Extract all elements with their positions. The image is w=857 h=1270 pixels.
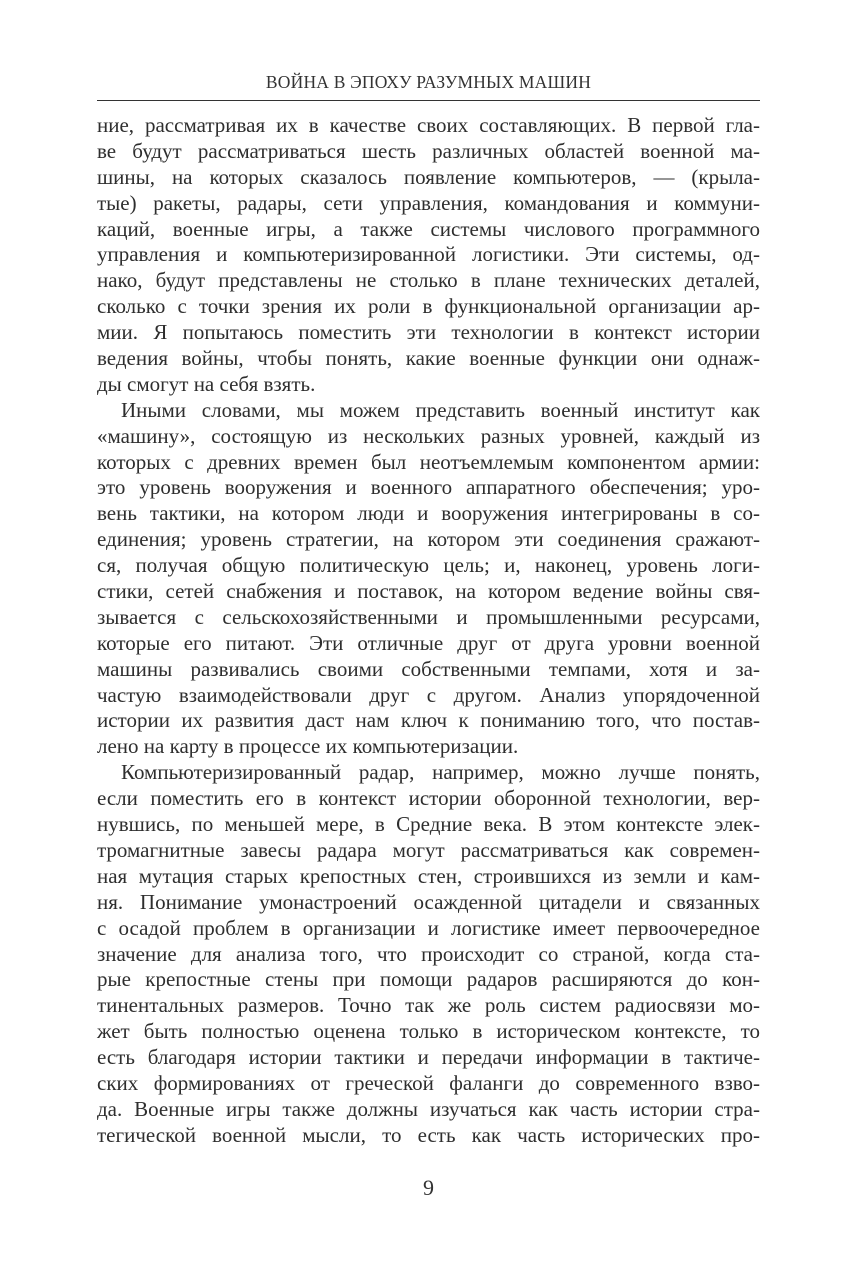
text-line: ве будут рассматриваться шесть различных областей военной ма- [97, 138, 760, 163]
text-line: Компьютеризированный радар, например, можно лучше понять, [121, 760, 760, 785]
text-line: сколько с точки зрения их роли в функциональной организации ар- [97, 294, 760, 319]
text-line: тые) ракеты, радары, сети управления, командования и коммуни- [97, 190, 760, 215]
text-line: нувшись, по меньшей мере, в Средние века. В этом контексте элек- [97, 812, 760, 837]
text-line: значение для анализа того, что происходит со страной, когда ста- [97, 941, 760, 966]
text-line: «машину», состоящую из нескольких разных уровней, каждый из [97, 423, 760, 448]
text-line: которые его питают. Эти отличные друг от друга уровни военной [97, 630, 760, 655]
text-line: единения; уровень стратегии, на котором эти соединения сражают- [97, 527, 760, 552]
text-line: ских формированиях от греческой фаланги до современного взво- [97, 1070, 760, 1095]
paragraph [97, 398, 760, 760]
text-line: ся, получая общую политическую цель; и, наконец, уровень логи- [97, 553, 760, 578]
text-line: ние, рассматривая их в качестве своих составляющих. В первой гла- [97, 113, 760, 137]
text-line: Иными словами, мы можем представить военный институт как [121, 397, 760, 422]
text-line: шины, на которых сказалось появление компьютеров, — (крыла- [97, 164, 760, 189]
page-body [97, 113, 760, 1149]
text-line: управления и компьютеризированной логистики. Эти системы, од- [97, 242, 760, 267]
page-number: 9 [423, 1175, 434, 1200]
text-line: с осадой проблем в организации и логистике имеет первоочередное [97, 915, 760, 940]
text-line: ная мутация старых крепостных стен, строившихся из земли и кам- [97, 863, 760, 888]
text-line: ды смогут на себя взять. [97, 371, 316, 396]
text-line: это уровень вооружения и военного аппаратного обеспечения; уро- [97, 475, 760, 500]
header-rule [97, 100, 760, 101]
text-line: тегической военной мысли, то есть как часть исторических про- [97, 1122, 760, 1147]
text-line: истории их развития даст нам ключ к пониманию того, что постав- [97, 708, 760, 733]
text-line: мии. Я попытаюсь поместить эти технологии в контекст истории [97, 320, 760, 345]
text-line: вень тактики, на котором люди и вооружения интегрированы в со- [97, 501, 760, 526]
text-line: есть благодаря истории тактики и передачи информации в тактиче- [97, 1045, 760, 1070]
running-header: ВОЙНА В ЭПОХУ РАЗУМНЫХ МАШИН [265, 72, 592, 92]
text-line: стики, сетей снабжения и поставок, на котором ведение войны свя- [97, 579, 760, 604]
text-line: тинентальных размеров. Точно так же роль систем радиосвязи мо- [97, 993, 760, 1018]
text-line: да. Военные игры также должны изучаться как часть истории стра- [97, 1096, 760, 1121]
text-line: если поместить его в контекст истории оборонной технологии, вер- [97, 786, 760, 811]
text-line: тромагнитные завесы радара могут рассматриваться как современ- [97, 837, 760, 862]
text-line: нако, будут представлены не столько в плане технических деталей, [97, 268, 760, 293]
text-line: лено на карту в процессе их компьютеризации. [97, 734, 519, 759]
text-line: зывается с сельскохозяйственными и промышленными ресурсами, [97, 604, 760, 629]
text-line: рые крепостные стены при помощи радаров расширяются до кон- [97, 967, 760, 992]
text-line: каций, военные игры, а также системы числового программного [97, 216, 760, 241]
text-line: частую взаимодействовали друг с другом. Анализ упорядоченной [97, 682, 760, 707]
paragraph [97, 760, 760, 1148]
text-line: которых с древних времен был неотъемлемым компонентом армии: [97, 449, 760, 474]
text-line: машины развивались своими собственными темпами, хотя и за- [97, 656, 760, 681]
text-line: ведения войны, чтобы понять, какие военные функции они однаж- [97, 346, 760, 371]
paragraph [97, 113, 760, 398]
text-line: ня. Понимание умонастроений осажденной цитадели и связанных [97, 889, 760, 914]
text-line: жет быть полностью оценена только в историческом контексте, то [97, 1019, 760, 1044]
